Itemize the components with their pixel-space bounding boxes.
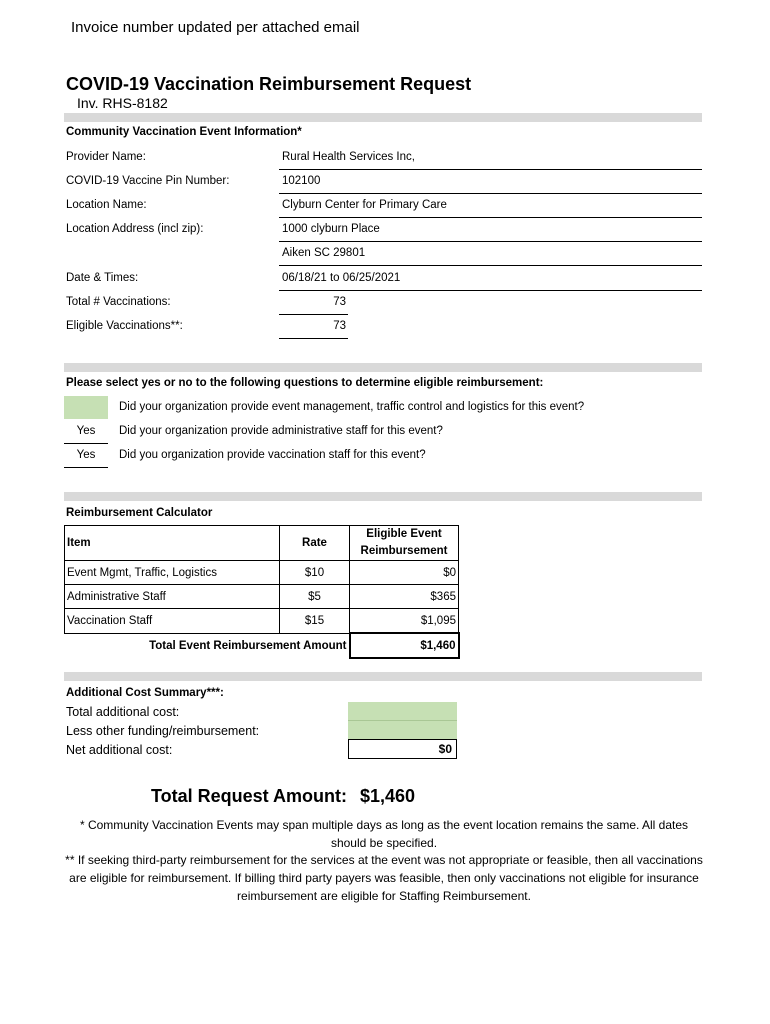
address-line1-underline (279, 241, 702, 242)
total-vaccinations-value: 73 (333, 296, 346, 308)
calculator-heading: Reimbursement Calculator (66, 507, 213, 519)
footnote-1: * Community Vaccination Events may span multiple days as long as the event location remains the same. All dates should be specified. (79, 818, 689, 850)
table-total-row (65, 633, 459, 658)
total-request-label: Total Request Amount: (151, 786, 347, 806)
answer-q3-underline (64, 467, 108, 468)
section-divider (64, 672, 702, 681)
total-event-reimbursement-value: $1,460 (350, 633, 459, 658)
event-info-heading: Community Vaccination Event Information* (66, 126, 302, 138)
footnote-2: ** If seeking third-party reimbursement for the services at the event was not appropriate or feasible, then all vaccinations are eligible for reimbursement. If billing third party payers was feasible, then only vaccinations not eligible for insurance reimbursement are eligible for Staffing Reimbursement. (65, 853, 703, 903)
row-amount: $1,095 (350, 609, 459, 634)
provider-name-underline (279, 169, 702, 170)
row-item: Administrative Staff (65, 585, 280, 609)
table-header-row (65, 526, 459, 561)
net-additional-cost-value: $0 (348, 739, 457, 759)
row-rate: $10 (280, 561, 350, 585)
section-divider (64, 363, 702, 372)
address-line2-underline (279, 265, 702, 266)
total-additional-cost-input[interactable] (348, 702, 457, 721)
eligible-vaccinations-label: Eligible Vaccinations**: (66, 320, 183, 332)
provider-name-value: Rural Health Services Inc, (282, 151, 415, 163)
location-address-label: Location Address (incl zip): (66, 223, 204, 235)
table-row (65, 585, 459, 609)
col-rate-header: Rate (280, 526, 350, 561)
row-item: Vaccination Staff (65, 609, 280, 634)
question-2: Did your organization provide administrative staff for this event? (119, 425, 443, 437)
page-title: COVID-19 Vaccination Reimbursement Request (66, 74, 472, 94)
vaccine-pin-underline (279, 193, 702, 194)
questions-heading: Please select yes or no to the following questions to determine eligible reimbursement: (66, 377, 544, 389)
row-amount: $0 (350, 561, 459, 585)
vaccine-pin-label: COVID-19 Vaccine Pin Number: (66, 175, 230, 187)
total-vaccinations-underline (279, 314, 348, 315)
eligible-vaccinations-underline (279, 338, 348, 339)
dates-underline (279, 290, 702, 291)
answer-q3[interactable]: Yes (76, 449, 96, 461)
section-divider (64, 492, 702, 501)
total-request-amount (151, 786, 415, 807)
col-item-header: Item (65, 526, 280, 561)
location-name-underline (279, 217, 702, 218)
col-amount-header (350, 526, 459, 561)
row-rate: $15 (280, 609, 350, 634)
provider-name-label: Provider Name: (66, 151, 146, 163)
dates-value: 06/18/21 to 06/25/2021 (282, 272, 401, 284)
question-1: Did your organization provide event management, traffic control and logistics for this event? (119, 401, 585, 413)
question-3: Did you organization provide vaccination staff for this event? (119, 449, 426, 461)
invoice-number: Inv. RHS-8182 (77, 95, 168, 111)
total-event-reimbursement-label: Total Event Reimbursement Amount (65, 633, 350, 658)
row-amount: $365 (350, 585, 459, 609)
total-additional-cost-label: Total additional cost: (66, 705, 180, 719)
table-row (65, 609, 459, 634)
reimbursement-table (64, 525, 460, 659)
total-vaccinations-label: Total # Vaccinations: (66, 296, 171, 308)
net-additional-cost-label: Net additional cost: (66, 743, 173, 757)
col-amount-header-line2: Reimbursement (360, 545, 448, 557)
answer-box-q1[interactable] (64, 396, 108, 419)
dates-label: Date & Times: (66, 272, 139, 284)
row-item: Event Mgmt, Traffic, Logistics (65, 561, 280, 585)
location-address-line1: 1000 clyburn Place (282, 223, 380, 235)
vaccine-pin-value: 102100 (282, 175, 321, 187)
eligible-vaccinations-value: 73 (333, 320, 346, 332)
invoice-note: Invoice number updated per attached email (71, 19, 360, 36)
answer-q2[interactable]: Yes (76, 425, 96, 437)
location-name-value: Clyburn Center for Primary Care (282, 199, 447, 211)
additional-cost-heading: Additional Cost Summary***: (66, 687, 224, 699)
table-row (65, 561, 459, 585)
section-divider (64, 113, 702, 122)
less-other-funding-label: Less other funding/reimbursement: (66, 724, 260, 738)
location-address-line2: Aiken SC 29801 (282, 247, 366, 259)
col-amount-header-line1: Eligible Event (366, 528, 442, 540)
total-request-value: $1,460 (360, 786, 416, 806)
answer-q2-underline (64, 443, 108, 444)
row-rate: $5 (280, 585, 350, 609)
location-name-label: Location Name: (66, 199, 147, 211)
less-other-funding-input[interactable] (348, 721, 457, 739)
